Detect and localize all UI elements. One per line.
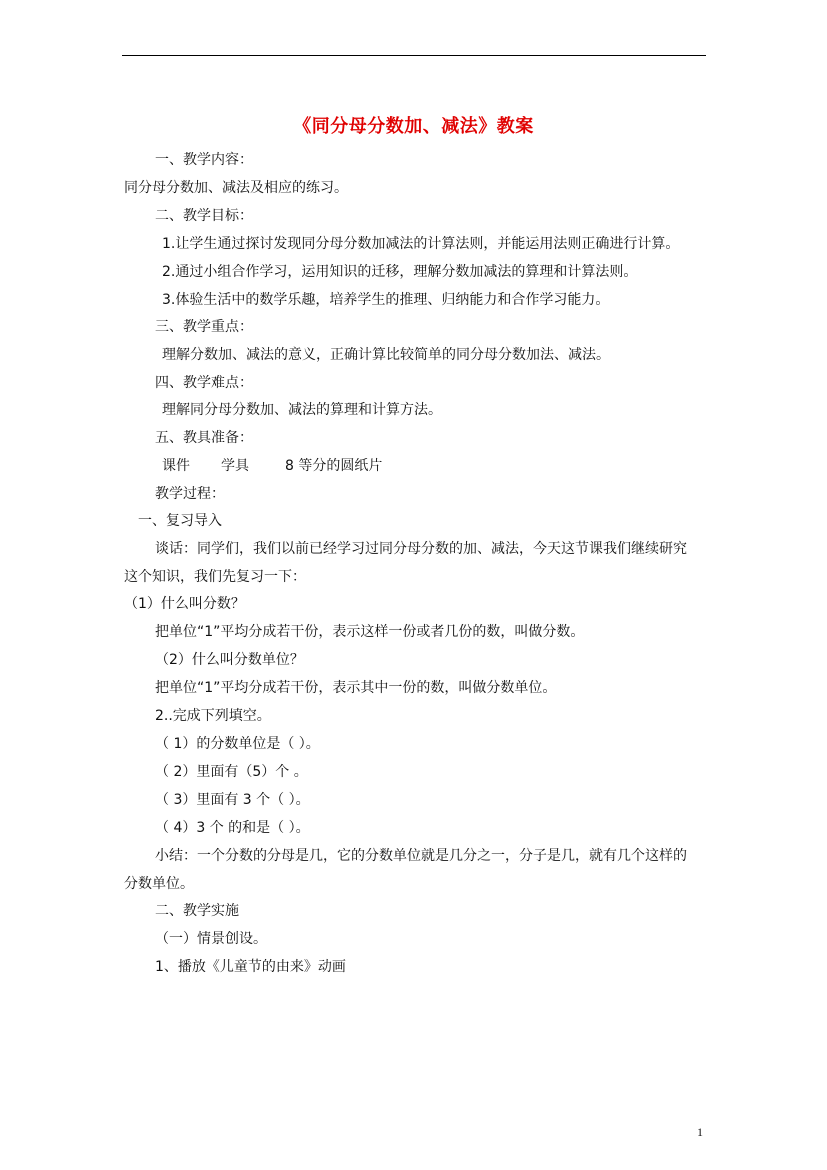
goal-item-2: 2.通过小组合作学习，运用知识的迁移，理解分数加减法的算理和计算法则。 — [162, 264, 638, 280]
header-rule — [122, 55, 706, 56]
goal-item-1: 1.让学生通过探讨发现同分母分数加减法的计算法则，并能运用法则正确进行计算。 — [162, 236, 680, 252]
section-focus-heading: 三、教学重点： — [155, 319, 253, 335]
talk-text-line-2: 这个知识，我们先复习一下： — [124, 569, 306, 585]
page-number: 1 — [697, 1125, 703, 1139]
section-goals-heading: 二、教学目标： — [155, 208, 253, 224]
goal-item-3: 3.体验生活中的数学乐趣，培养学生的推理、归纳能力和合作学习能力。 — [162, 292, 610, 308]
document-title: 《同分母分数加、减法》教案 — [293, 116, 534, 137]
implementation-heading: 二、教学实施 — [155, 903, 239, 919]
tool-paper-circle: 8 等分的圆纸片 — [285, 458, 383, 474]
section-content-heading: 一、教学内容： — [155, 152, 253, 168]
section-difficulty-heading: 四、教学难点： — [155, 375, 253, 391]
question-2: （2）什么叫分数单位？ — [155, 652, 304, 668]
section-tools-heading: 五、教具准备： — [155, 430, 253, 446]
content-text: 同分母分数加、减法及相应的练习。 — [124, 180, 348, 196]
focus-text: 理解分数加、减法的意义，正确计算比较简单的同分母分数加法、减法。 — [162, 347, 610, 363]
process-heading: 教学过程： — [155, 486, 225, 502]
talk-text-line-1: 谈话：同学们，我们以前已经学习过同分母分数的加、减法，今天这节课我们继续研究 — [155, 541, 687, 557]
difficulty-text: 理解同分母分数加、减法的算理和计算方法。 — [162, 402, 442, 418]
question-1: （1）什么叫分数？ — [124, 596, 245, 612]
summary-line-1: 小结：一个分数的分母是几，它的分数单位就是几分之一，分子是几，就有几个这样的 — [155, 848, 687, 864]
fill-blank-1: （ 1）的分数单位是（ ）。 — [155, 736, 320, 752]
answer-2: 把单位“1”平均分成若干份，表示其中一份的数，叫做分数单位。 — [155, 680, 557, 696]
tool-learning-kit: 学具 — [221, 458, 249, 474]
answer-1: 把单位“1”平均分成若干份，表示这样一份或者几份的数，叫做分数。 — [155, 624, 585, 640]
fill-blank-heading: 2..完成下列填空。 — [155, 708, 271, 724]
fill-blank-4: （ 4）3 个 的和是（ ）。 — [155, 820, 310, 836]
fill-blank-2: （ 2）里面有（5）个 。 — [155, 764, 308, 780]
fill-blank-3: （ 3）里面有 3 个（ ）。 — [155, 792, 310, 808]
tool-courseware: 课件 — [162, 458, 190, 474]
summary-line-2: 分数单位。 — [124, 876, 194, 892]
scenario-item-1: 1、播放《儿童节的由来》动画 — [155, 959, 346, 975]
review-heading: 一、复习导入 — [138, 513, 222, 529]
scenario-heading: （一）情景创设。 — [155, 931, 267, 947]
